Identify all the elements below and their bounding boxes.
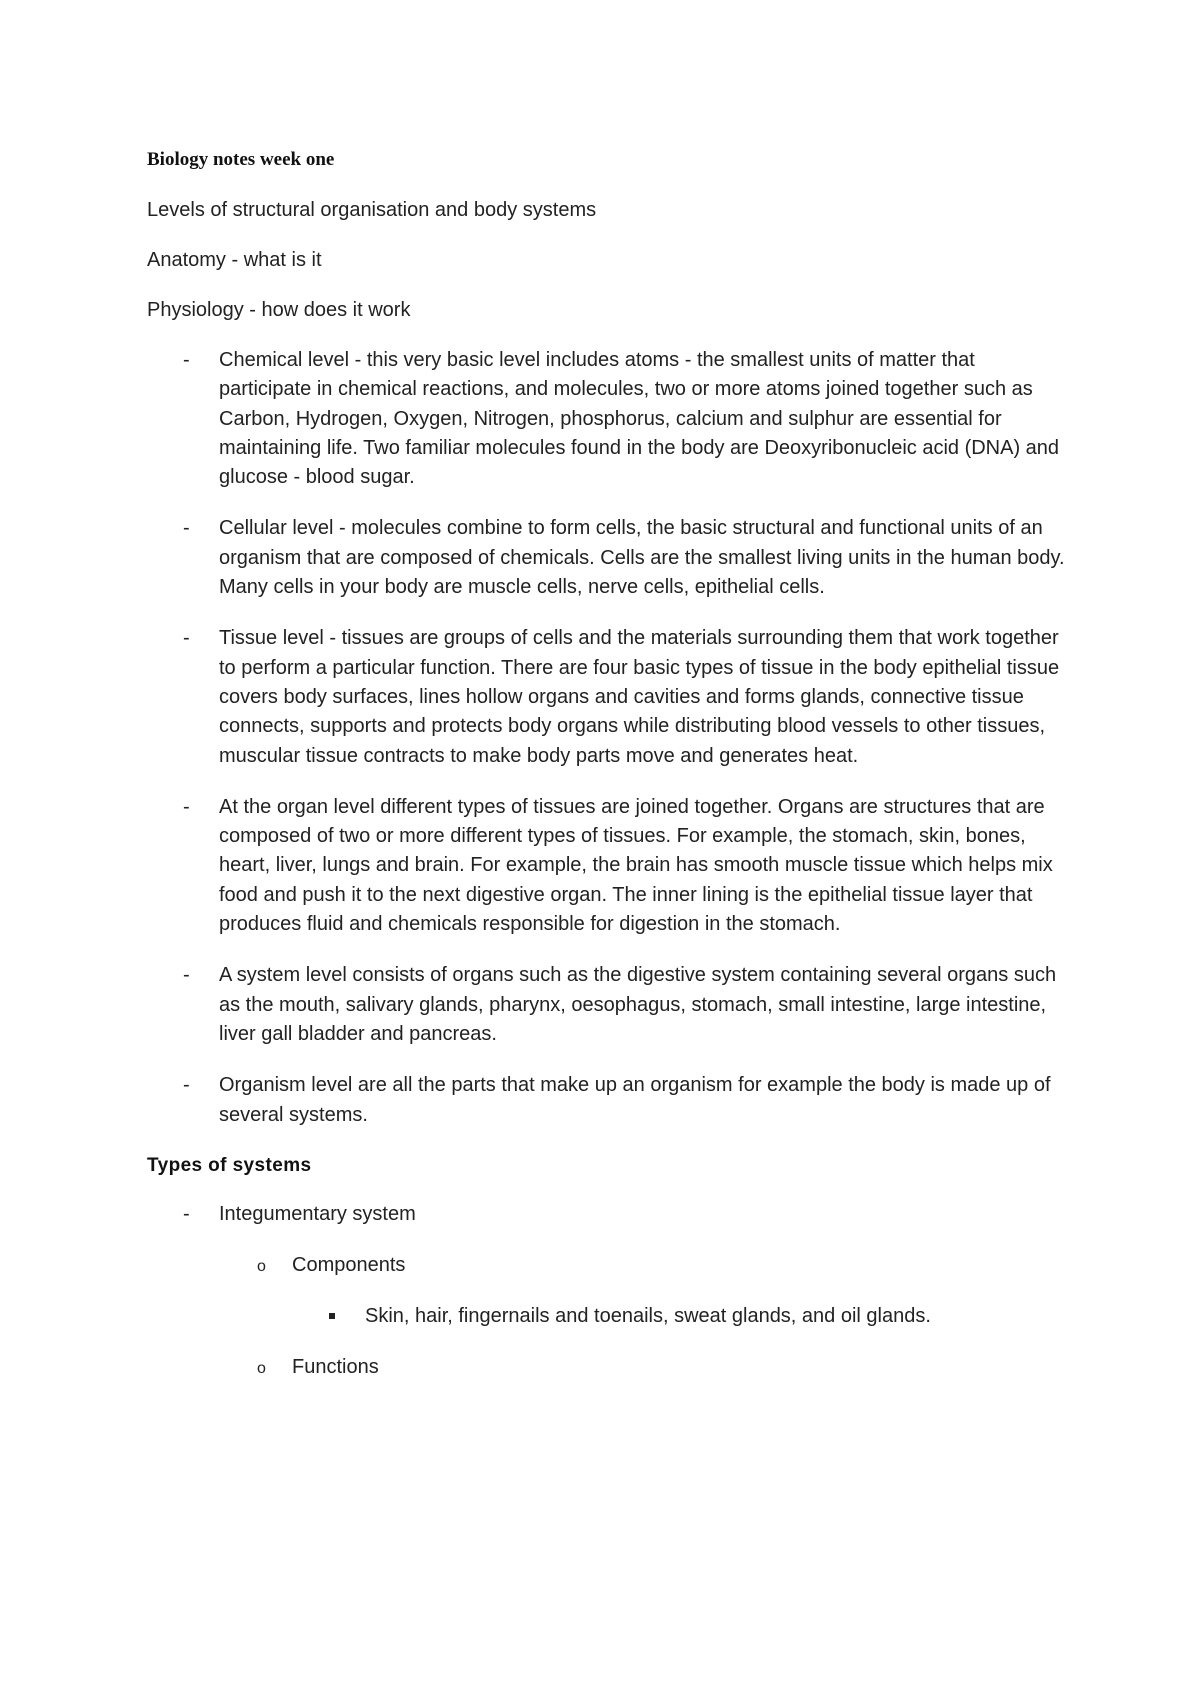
- dash-bullet: -: [183, 1074, 190, 1097]
- intro-line-physiology: Physiology - how does it work: [147, 299, 411, 321]
- subsub-item-components-text: [147, 1302, 1067, 1331]
- list-item-chemical-level: [147, 346, 1067, 492]
- square-bullet-icon: [329, 1313, 335, 1319]
- list-item-text: Tissue level - tissues are groups of cells and the materials surrounding them that work together to perform a particular function. There are four basic types of tissue in the body epithelial tissue covers body surfaces, lines hollow organs and cavities and forms glands, connective tissue connects, supports and protects body organs while distributing blood vessels to other tissues, muscular tissue contracts to make body parts move and generates heat.: [219, 627, 1060, 767]
- list-item-cellular-level: [147, 514, 1067, 602]
- dash-bullet: -: [183, 349, 190, 371]
- document-title: Biology notes week one: [147, 149, 335, 170]
- functions-label: Functions: [292, 1356, 379, 1379]
- levels-list: [147, 346, 1067, 1130]
- dash-bullet: -: [183, 964, 190, 987]
- circle-bullet: o: [257, 1258, 266, 1276]
- list-item-system-level: [147, 961, 1067, 1049]
- intro-line-anatomy: Anatomy - what is it: [147, 249, 322, 271]
- dash-bullet: -: [183, 795, 190, 818]
- list-item-integumentary-system: [147, 1200, 1067, 1229]
- dash-bullet: -: [183, 1202, 190, 1225]
- list-item-organ-level: [147, 793, 1067, 939]
- sub-item-functions: [147, 1353, 1067, 1382]
- document-body: [147, 146, 1067, 1404]
- dash-bullet: -: [183, 627, 190, 650]
- list-item-organism-level: [147, 1071, 1067, 1130]
- list-item-text: A system level consists of organs such as the digestive system containing several organs such as the mouth, salivary glands, pharynx, oesophagus, stomach, small intestine, large intestine, liver gall bladder and pancreas.: [219, 964, 1057, 1045]
- system-name: Integumentary system: [219, 1202, 416, 1225]
- components-text: Skin, hair, fingernails and toenails, sweat glands, and oil glands.: [365, 1305, 931, 1328]
- dash-bullet: -: [183, 517, 190, 540]
- sub-item-components: [147, 1251, 1067, 1280]
- list-item-text: Cellular level - molecules combine to form cells, the basic structural and functional units of an organism that are composed of chemicals. Cells are the smallest living units in the human body. Many cells in your body are muscle cells, nerve cells, epithelial cells.: [219, 517, 1065, 599]
- intro-line-levels: Levels of structural organisation and body systems: [147, 199, 597, 221]
- list-item-tissue-level: [147, 624, 1067, 770]
- systems-heading: Types of systems: [147, 1154, 312, 1176]
- circle-bullet: o: [257, 1360, 266, 1378]
- list-item-text: At the organ level different types of tissues are joined together. Organs are structures that are composed of two or more different types of tissues. For example, the stomach, skin, bones, heart, liver, lungs and brain. For example, the brain has smooth muscle tissue which helps mix food and push it to the next digestive organ. The inner lining is the epithelial tissue layer that produces fluid and chemicals responsible for digestion in the stomach.: [219, 795, 1053, 936]
- components-label: Components: [292, 1254, 406, 1277]
- list-item-text: Chemical level - this very basic level includes atoms - the smallest units of matter that participate in chemical reactions, and molecules, two or more atoms joined together such as Carbon, Hydrogen, Oxygen, Nitrogen, phosphorus, calcium and sulphur are essential for maintaining life. Two familiar molecules found in the body are Deoxyribonucleic acid (DNA) and glucose - blood sugar.: [219, 349, 1060, 489]
- list-item-text: Organism level are all the parts that make up an organism for example the body is made up of several systems.: [219, 1074, 1051, 1126]
